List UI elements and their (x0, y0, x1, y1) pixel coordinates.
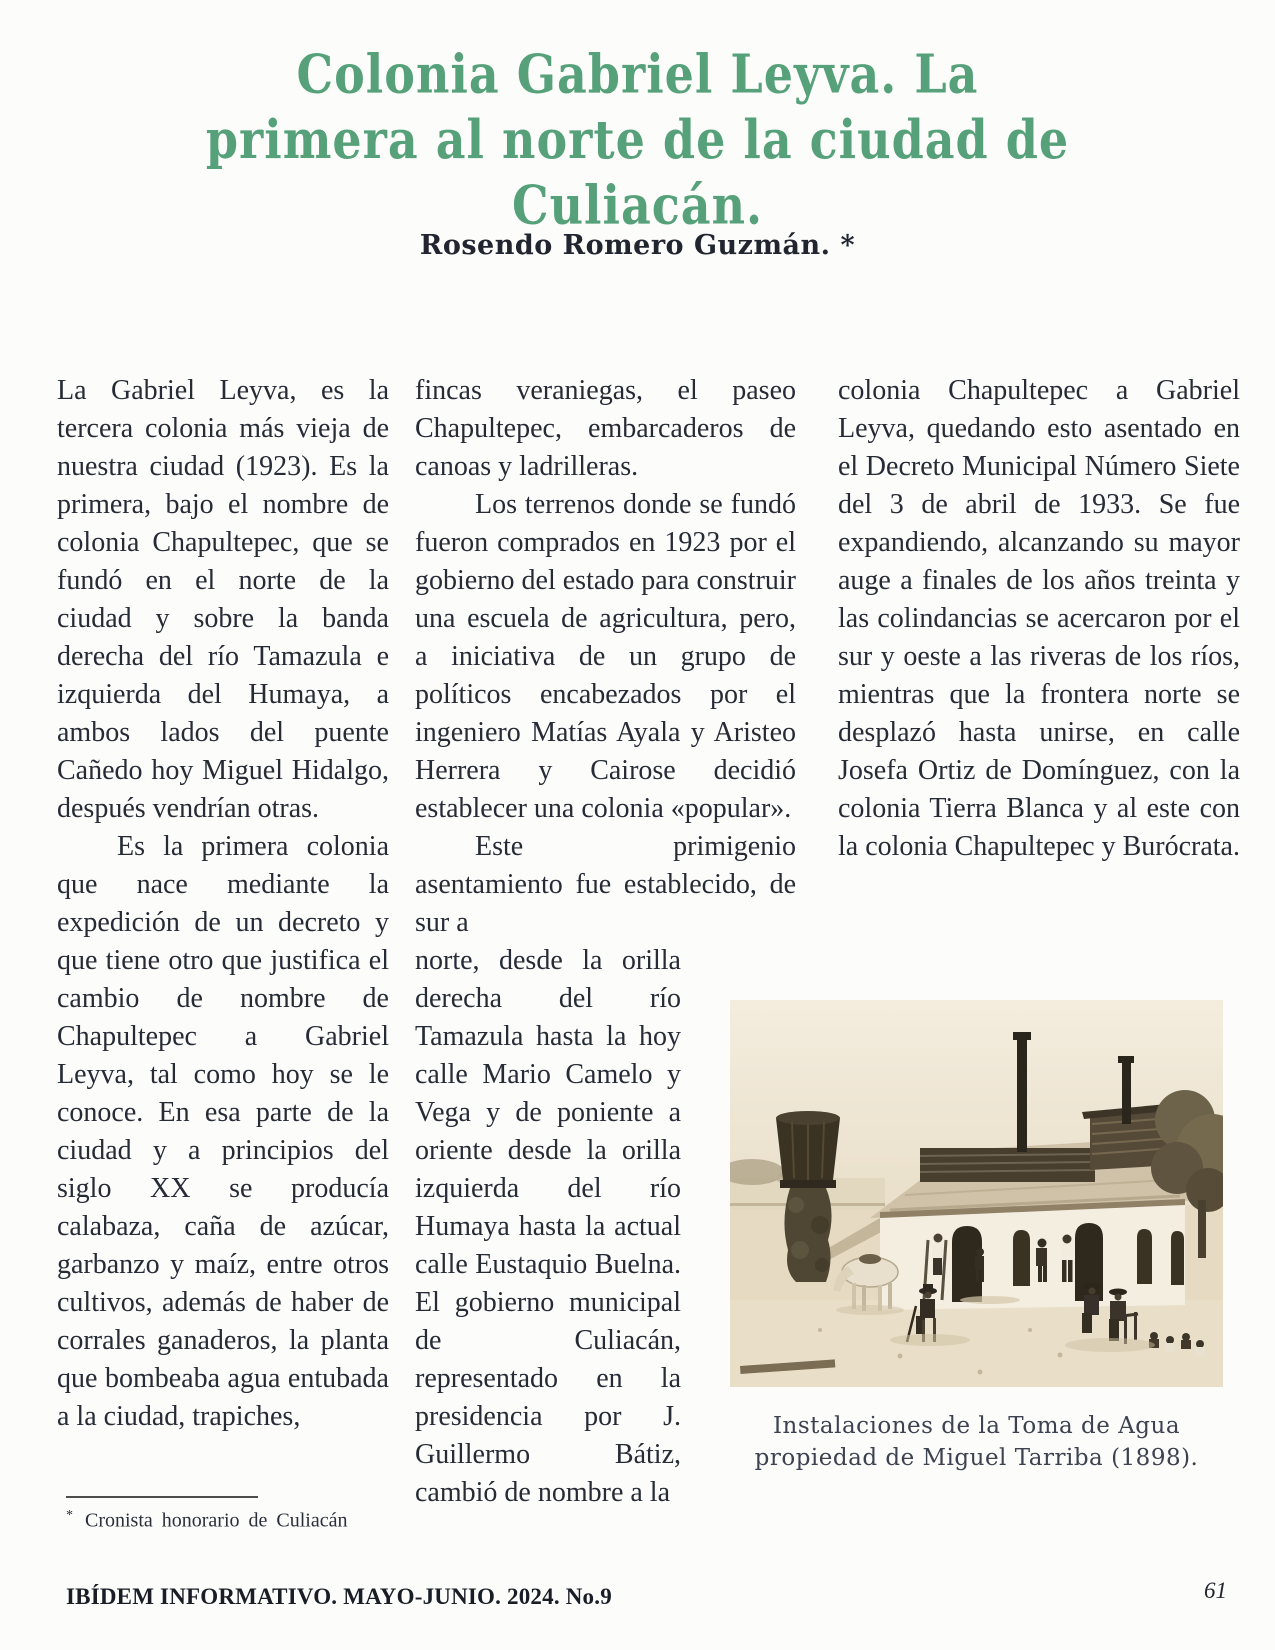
body-column-2-narrow (415, 942, 681, 1512)
toma-de-agua-photo-illustration (730, 1000, 1223, 1387)
journal-footer: IBÍDEM INFORMATIVO. MAYO-JUNIO. 2024. No.9 (66, 1584, 612, 1609)
photo-caption-line-1: Instalaciones de la Toma de Agua (772, 1413, 1181, 1439)
paragraph: fincas veraniegas, el paseo Chapultepec, embarcaderos de canoas y ladrilleras. (415, 375, 796, 482)
page-number: 61 (1204, 1578, 1227, 1603)
article-title-line-1: Colonia Gabriel Leyva. La (296, 43, 979, 106)
author-byline: Rosendo Romero Guzmán. * (419, 230, 856, 261)
photo-caption-line-2: propiedad de Miguel Tarriba (1898). (754, 1445, 1199, 1471)
footnote-marker: * (66, 1508, 73, 1523)
paragraph: Es la primera colonia que nace mediante la expedición de un decreto y que tiene otro que justifica el cambio de nombre de Chapultepec a Gabriel Leyva, tal como hoy se le conoce. En esa parte de la ciudad y a principios del siglo XX se producía calabaza, caña de azúcar, garbanzo y maíz, entre otros cultivos, además de haber de corrales ganaderos, la planta que bombeaba agua entubada a la ciudad, trapiches, (57, 831, 389, 1432)
footnote-rule (66, 1496, 258, 1498)
historical-photo (730, 1000, 1223, 1387)
article-title-line-3: Culiacán. (511, 174, 764, 237)
footnote-text: Cronista honorario de Culiacán (85, 1509, 348, 1532)
paragraph: colonia Chapultepec a Gabriel Leyva, quedando esto asentado en el Decreto Municipal Número Siete del 3 de abril de 1933. Se fue expandiendo, alcanzando su mayor auge a finales de los años treinta y las colindancias se acercaron por el sur y oeste a las riveras de los ríos, mientras que la frontera norte se desplazó hasta unirse, en calle Josefa Ortiz de Domínguez, con la colonia Tierra Blanca y al este con la colonia Chapultepec y Burócrata. (838, 375, 1240, 862)
paragraph: norte, desde la orilla derecha del río Tamazula hasta la hoy calle Mario Camelo y Vega y de poniente a oriente desde la orilla izquierda del río Humaya hasta la actual calle Eustaquio Buelna. El gobierno municipal de Culiacán, representado en la presidencia por J. Guillermo Bátiz, cambió de nombre a la (415, 945, 681, 1508)
body-column-3 (838, 372, 1240, 866)
paragraph: La Gabriel Leyva, es la tercera colonia más vieja de nuestra ciudad (1923). Es la primera, bajo el nombre de colonia Chapultepec, que se fundó en el norte de la ciudad y sobre la banda derecha del río Tamazula e izquierda del Humaya, a ambos lados del puente Cañedo hoy Miguel Hidalgo, después vendrían otras. (57, 375, 389, 824)
article-title (0, 42, 1275, 239)
body-column-1 (57, 372, 389, 1436)
article-title-line-2: primera al norte de la ciudad de (205, 108, 1070, 171)
paragraph: Los terrenos donde se fundó fueron comprados en 1923 por el gobierno del estado para construir una escuela de agricultura, pero, a iniciativa de un grupo de políticos encabezados por el ingeniero Matías Ayala y Aristeo Herrera y Cairose decidió establecer una colonia «popular». (415, 489, 796, 824)
footnote (66, 1508, 348, 1533)
paragraph: Este primigenio asentamiento fue establecido, de sur a (415, 831, 796, 938)
photo-caption (730, 1410, 1223, 1474)
